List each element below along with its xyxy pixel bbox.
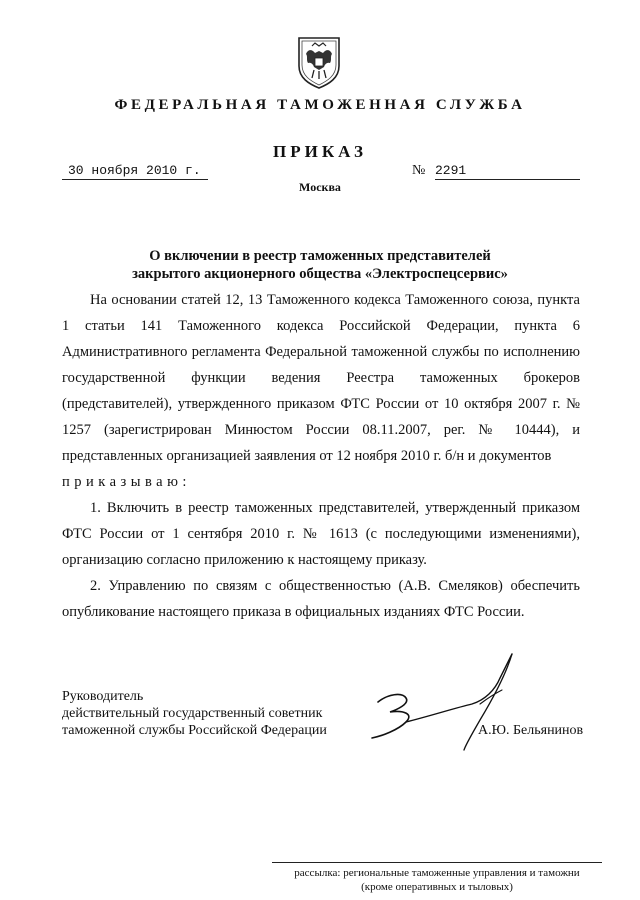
signatory-title [62,688,382,739]
preamble-paragraph [62,287,580,469]
order-body [62,287,580,625]
distribution-note [272,866,602,894]
distribution-line-2: (кроме оперативных и тыловых) [361,881,513,893]
handwritten-signature [360,650,530,755]
order-date: 30 ноября 2010 г. [62,163,208,180]
number-sign: № [412,163,426,178]
signatory-title-line-1: Руководитель [62,689,144,704]
order-word: приказываю: [62,474,191,490]
agency-name: ФЕДЕРАЛЬНАЯ ТАМОЖЕННАЯ СЛУЖБА [114,97,526,113]
signatory-title-line-3: таможенной службы Российской Федерации [62,723,327,738]
distribution-divider [272,862,602,863]
signatory-title-line-2: действительный государственный советник [62,706,323,721]
order-item-2: 2. Управлению по связям с общественностью (А.В. Смеляков) обеспечить опубликование настоящего приказа в официальных изданиях ФТС России. [62,578,580,620]
coat-of-arms-emblem [294,34,344,90]
order-subject [100,247,540,283]
subject-line-1: О включении в реестр таможенных представителей [149,248,491,264]
signer-name: А.Ю. Бельянинов [478,723,584,738]
preamble-text: На основании статей 12, 13 Таможенного кодекса Таможенного союза, пункта 1 статьи 141 Таможенного кодекса Российской Федерации, пункта 6 Административного регламента Федеральной таможенной службы по исполнению государственной функции ведения Реестра таможенных брокеров (представителей), утвержденного приказом ФТС России от 10 октября 2007 г. № 1257 (зарегистрирован Минюстом России 08.11.2007, рег. № 10444), и представленных организацией заявления от 12 ноября 2010 г. б/н и документов [62,292,580,464]
order-number: 2291 [435,162,580,180]
document-type: ПРИКАЗ [273,142,367,161]
distribution-line-1: рассылка: региональные таможенные управления и таможни [294,867,580,879]
city: Москва [299,180,341,194]
subject-line-2: закрытого акционерного общества «Электроспецсервис» [132,266,508,282]
order-item-1: 1. Включить в реестр таможенных представителей, утвержденный приказом ФТС России от 1 сентября 2010 г. № 1613 (с последующими изменениями), организацию согласно приложению к настоящему приказу. [62,500,580,568]
order-number-field [412,162,580,180]
